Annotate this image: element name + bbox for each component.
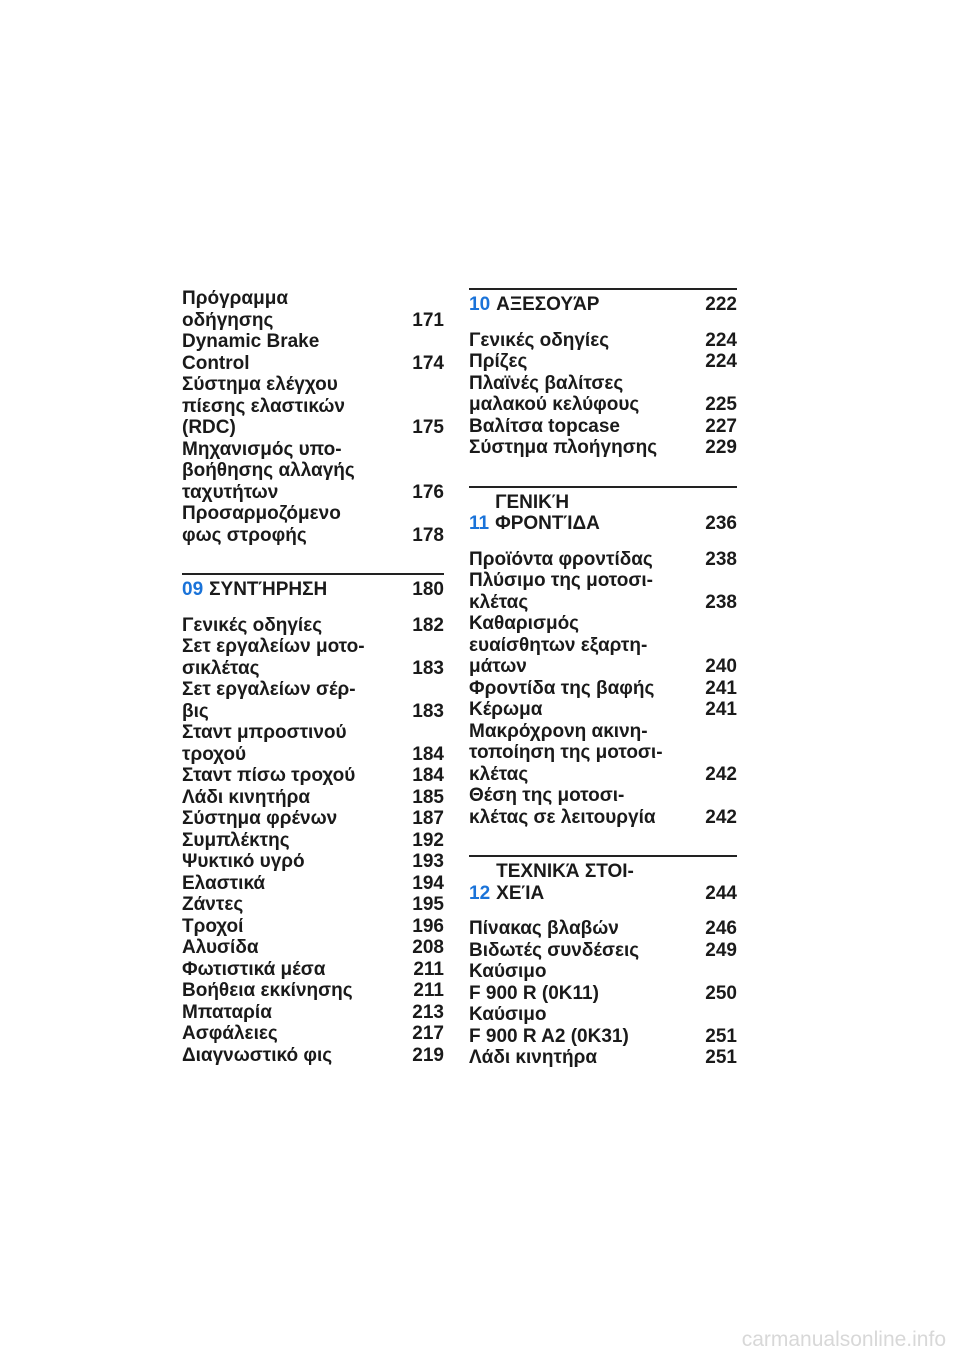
toc-entry-page: 238 <box>705 591 737 613</box>
toc-entry-title: Μακρόχρονη ακινη- τοποίηση της μοτοσι- κλέτας <box>469 720 663 785</box>
toc-entry-page: 196 <box>412 915 444 937</box>
toc-entry-title: Ασφάλειες <box>182 1023 278 1044</box>
section-number: 10 <box>469 294 491 315</box>
toc-entry[interactable] <box>469 549 737 571</box>
toc-entry-page: 224 <box>705 351 737 372</box>
toc-entry-page: 194 <box>412 872 444 894</box>
toc-entry-page: 249 <box>705 939 737 961</box>
section-heading[interactable] <box>469 861 737 904</box>
toc-entry[interactable] <box>182 331 444 374</box>
toc-entry[interactable] <box>469 678 737 700</box>
section-title: ΤΕΧΝΙΚΆ ΣΤΟΙ- ΧΕΊΑ <box>496 861 634 904</box>
toc-entry-title: Σετ εργαλείων σέρ- βις <box>182 679 356 722</box>
toc-entry-page: 174 <box>412 352 444 374</box>
toc-entry[interactable] <box>182 374 444 439</box>
toc-entry[interactable] <box>182 1045 444 1067</box>
toc-entry[interactable] <box>182 503 444 546</box>
toc-entries-maintenance <box>182 615 444 1067</box>
toc-entry-page: 195 <box>412 894 444 915</box>
toc-entry-page: 183 <box>412 657 444 679</box>
toc-entry[interactable] <box>182 959 444 981</box>
toc-entry-title: Τροχοί <box>182 915 244 937</box>
toc-entry-page: 242 <box>705 806 737 828</box>
toc-entry-title: Θέση της μοτοσι- κλέτας σε λειτουργία <box>469 785 656 828</box>
toc-entry[interactable] <box>182 722 444 765</box>
toc-entries-top <box>182 288 444 546</box>
watermark: carmanualsonline.info <box>741 1328 946 1351</box>
toc-entry-page: 187 <box>412 808 444 829</box>
toc-entry-page: 227 <box>705 415 737 437</box>
toc-entry[interactable] <box>469 940 737 962</box>
toc-entry-page: 211 <box>413 958 444 980</box>
toc-entry[interactable] <box>182 765 444 787</box>
toc-entry-page: 176 <box>412 481 444 503</box>
toc-entry-title: Πλύσιμο της μοτοσι- κλέτας <box>469 570 653 613</box>
section-09 <box>182 573 444 601</box>
toc-entry[interactable] <box>469 330 737 352</box>
toc-entry-title: Μπαταρία <box>182 1001 272 1023</box>
toc-entry-title: Συμπλέκτης <box>182 829 290 851</box>
toc-entry[interactable] <box>182 288 444 331</box>
toc-entry-page: 241 <box>705 699 737 720</box>
toc-entry[interactable] <box>469 570 737 613</box>
toc-entry-title: Λάδι κινητήρα <box>469 1047 597 1068</box>
toc-entry-page: 224 <box>705 329 737 351</box>
toc-entry-title: Καθαρισμός ευαίσθητων εξαρτη- μάτων <box>469 613 648 677</box>
toc-entry[interactable] <box>469 1047 737 1069</box>
toc-entry-page: 182 <box>412 614 444 636</box>
section-page: 244 <box>705 882 737 904</box>
toc-entry-page: 219 <box>412 1044 444 1066</box>
toc-entry-page: 184 <box>412 743 444 765</box>
toc-entry-page: 193 <box>412 851 444 872</box>
toc-entry-title: Σύστημα φρένων <box>182 808 338 829</box>
toc-entry-page: 229 <box>705 437 737 458</box>
toc-entry-title: Αλυσίδα <box>182 937 259 958</box>
toc-entry-title: Βιδωτές συνδέσεις <box>469 939 640 961</box>
toc-entry-title: Βαλίτσα topcase <box>469 415 620 437</box>
toc-entry-page: 246 <box>705 918 737 939</box>
toc-entry-title: Φωτιστικά μέσα <box>182 958 326 980</box>
toc-entry-page: 241 <box>705 677 737 699</box>
toc-entry[interactable] <box>182 937 444 959</box>
toc-entry[interactable] <box>469 721 737 786</box>
toc-entry[interactable] <box>469 437 737 459</box>
toc-entry-title: Κέρωμα <box>469 699 543 720</box>
toc-entry-title: Διαγνωστικό φις <box>182 1044 333 1066</box>
section-heading[interactable] <box>469 294 737 316</box>
toc-entry[interactable] <box>469 613 737 678</box>
section-page: 222 <box>705 294 737 315</box>
toc-entry-title: Φροντίδα της βαφής <box>469 677 655 699</box>
toc-entry-title: Πλαϊνές βαλίτσες μαλακού κελύφους <box>469 372 640 415</box>
toc-entry[interactable] <box>469 416 737 438</box>
toc-entry-title: Ζάντες <box>182 894 244 915</box>
toc-entry-title: Σταντ πίσω τροχού <box>182 765 356 786</box>
toc-entry[interactable] <box>182 439 444 504</box>
toc-entry-page: 213 <box>412 1001 444 1023</box>
toc-entry-page: 178 <box>412 524 444 546</box>
toc-entry-title: Ελαστικά <box>182 872 266 894</box>
toc-entry-page: 171 <box>412 309 444 331</box>
section-heading[interactable] <box>182 579 444 601</box>
toc-entry-title: Προσαρμοζόμενο φως στροφής <box>182 503 341 546</box>
toc-entry[interactable] <box>182 615 444 637</box>
toc-entry[interactable] <box>182 636 444 679</box>
toc-column-right <box>469 288 737 1069</box>
toc-entry-page: 184 <box>412 765 444 786</box>
toc-entry[interactable] <box>182 679 444 722</box>
toc-entry[interactable] <box>182 916 444 938</box>
toc-entry[interactable] <box>182 980 444 1002</box>
toc-entry-page: 250 <box>705 982 737 1004</box>
toc-entry-title: Γενικές οδηγίες <box>469 329 610 351</box>
toc-entry-title: Σταντ μπροστινού τροχού <box>182 722 347 765</box>
toc-entries <box>469 549 737 829</box>
toc-entry[interactable] <box>182 894 444 916</box>
toc-entry-page: 240 <box>705 656 737 677</box>
toc-entry-title: Πίνακας βλαβών <box>469 918 619 939</box>
toc-entry-page: 192 <box>412 829 444 851</box>
toc-entry[interactable] <box>469 961 737 1004</box>
toc-entry-title: Σετ εργαλείων μοτο- σικλέτας <box>182 636 365 679</box>
section-10 <box>469 288 737 316</box>
section-number: 09 <box>182 579 204 600</box>
toc-entry-title: Λάδι κινητήρα <box>182 786 310 808</box>
toc-entry-page: 217 <box>412 1023 444 1044</box>
toc-entry[interactable] <box>469 699 737 721</box>
toc-entry-page: 242 <box>705 763 737 785</box>
toc-column-left <box>182 288 444 1066</box>
section-number: 11 <box>469 513 490 534</box>
toc-entries <box>469 918 737 1069</box>
toc-entry-title: Καύσιμο F 900 R A2 (0K31) <box>469 1004 629 1047</box>
toc-entry[interactable] <box>469 785 737 828</box>
toc-entry-page: 251 <box>705 1047 737 1068</box>
toc-entry-page: 208 <box>412 937 444 958</box>
toc-entry[interactable] <box>469 1004 737 1047</box>
toc-entry-page: 251 <box>705 1025 737 1047</box>
toc-entry-title: Dynamic Brake Control <box>182 331 320 374</box>
toc-entry-title: Σύστημα πλοήγησης <box>469 437 658 458</box>
section-heading[interactable] <box>469 492 737 535</box>
toc-entry-title: Προϊόντα φροντίδας <box>469 548 653 570</box>
toc-entry-title: Πρόγραμμα οδήγησης <box>182 288 289 331</box>
toc-entry-page: 238 <box>705 548 737 570</box>
toc-entry-title: Σύστημα ελέγχου πίεσης ελαστικών (RDC) <box>182 374 345 438</box>
section-title: ΣΥΝΤΉΡΗΣΗ <box>209 579 328 600</box>
toc-entry[interactable] <box>182 787 444 809</box>
section-12 <box>469 855 737 904</box>
section-page: 236 <box>705 513 737 534</box>
toc-entry[interactable] <box>469 373 737 416</box>
section-title: ΑΞΕΣΟΥΆΡ <box>496 294 600 315</box>
section-11 <box>469 486 737 535</box>
toc-entry-title: Γενικές οδηγίες <box>182 614 323 636</box>
section-title: ΓΕΝΙΚΉ ΦΡΟΝΤΊΔΑ <box>495 491 600 534</box>
toc-entry-title: Βοήθεια εκκίνησης <box>182 980 353 1001</box>
toc-entry[interactable] <box>182 851 444 873</box>
toc-entry-page: 225 <box>705 394 737 415</box>
toc-entry-page: 185 <box>412 786 444 808</box>
toc-entry[interactable] <box>469 351 737 373</box>
toc-entry-title: Πρίζες <box>469 351 528 372</box>
toc-entries <box>469 330 737 459</box>
toc-entry[interactable] <box>182 808 444 830</box>
toc-entry-page: 183 <box>412 700 444 722</box>
toc-entry-page: 175 <box>412 417 444 438</box>
toc-entry-title: Μηχανισμός υπο- βοήθησης αλλαγής ταχυτήτων <box>182 438 355 503</box>
toc-entry[interactable] <box>182 1002 444 1024</box>
toc-entry[interactable] <box>182 1023 444 1045</box>
toc-entry[interactable] <box>182 873 444 895</box>
section-page: 180 <box>412 579 444 600</box>
toc-entry-page: 211 <box>413 980 444 1001</box>
toc-entry-title: Καύσιμο F 900 R (0K11) <box>469 961 599 1004</box>
toc-entry[interactable] <box>182 830 444 852</box>
toc-entry-title: Ψυκτικό υγρό <box>182 851 305 872</box>
toc-entry[interactable] <box>469 918 737 940</box>
section-number: 12 <box>469 882 491 904</box>
